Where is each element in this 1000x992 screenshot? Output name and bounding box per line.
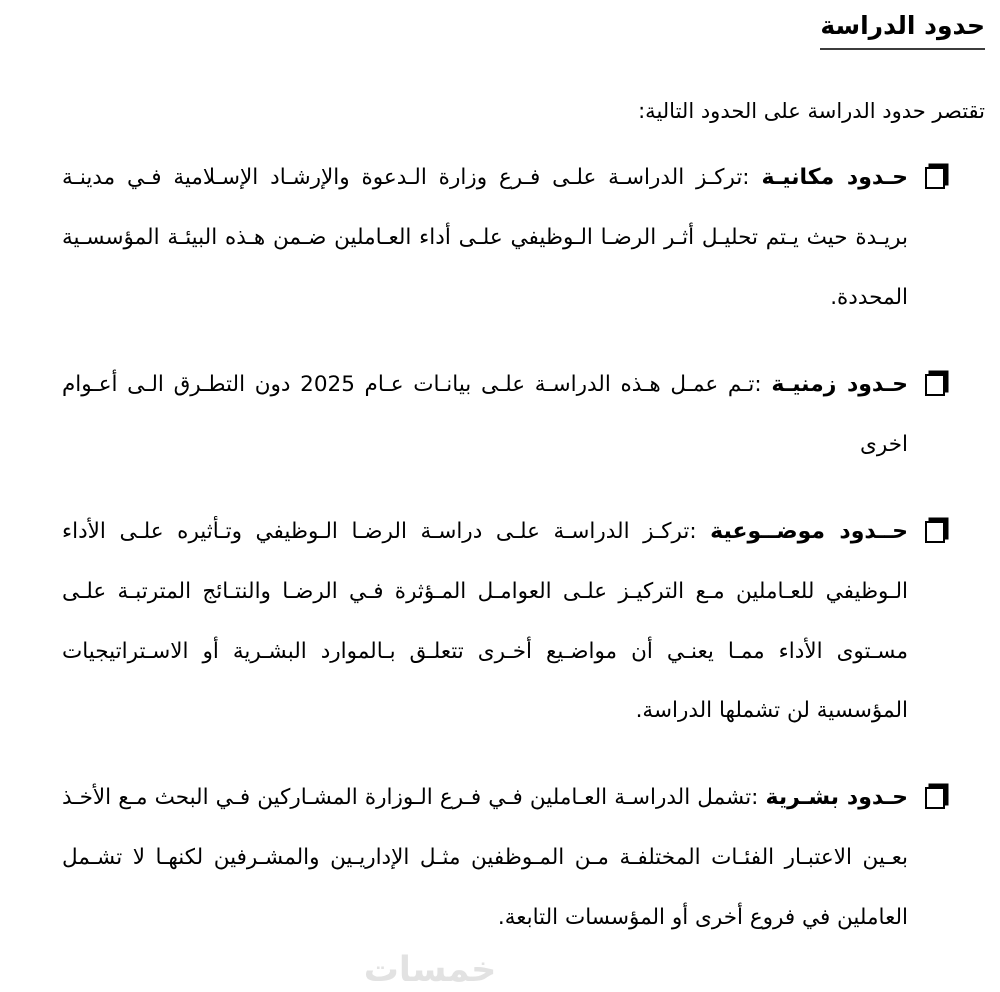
limit-paragraph-human — [62, 767, 908, 948]
limit-body-spatial: :تركـز الدراسـة علـى فـرع وزارة الـدعوة والإرشـاد الإسـلامية فـي مدينـة بريـدة حيث يـتم تحليـل أثـر الرضـا الـوظيفي علـى أداء العـاملين ضـمن هـذه البيئـة المؤسسـية المحددة. — [62, 165, 908, 310]
checkbox-bullet-icon — [925, 521, 945, 543]
limit-item-thematic — [62, 501, 985, 741]
limit-label-spatial: حـدود مكانيـة — [761, 165, 908, 190]
checkbox-bullet-icon — [925, 167, 945, 189]
limit-item-human — [62, 767, 985, 948]
limit-body-temporal: :تـم عمـل هـذه الدراسـة علـى بيانـات عـام 2025 دون التطـرق الـى أعـوام اخرى — [62, 371, 908, 457]
checkbox-bullet-icon — [925, 374, 945, 396]
limit-paragraph-thematic — [62, 501, 908, 741]
limit-label-thematic: حــدود موضــوعية — [710, 518, 908, 544]
limit-label-temporal: حـدود زمنيـة — [771, 371, 908, 397]
limit-paragraph-temporal — [62, 354, 908, 475]
intro-text: تقتصر حدود الدراسة على الحدود التالية: — [638, 98, 985, 123]
limit-body-human: :تشمل الدراسـة العـاملين فـي فـرع الـوزارة المشـاركين فـي البحث مـع الأخـذ بعـين الاعتبـار الفئـات المختلفـة مـن المـوظفين مثـل الإداريـين والمشـرفين لكنهـا لا تشـمل العاملين في فروع أخرى أو المؤسسات التابعة. — [62, 785, 908, 930]
limit-item-spatial — [62, 147, 985, 328]
checkbox-bullet-icon — [925, 787, 945, 809]
watermark-khamsat: خمسات — [363, 950, 497, 990]
limit-item-temporal — [62, 354, 985, 475]
limits-list — [62, 147, 985, 948]
limit-body-thematic: :تركـز الدراسـة علـى دراسـة الرضـا الـوظيفي وتـأثيره علـى الأداء الـوظيفي للعـاملين مـع التركيـز علـى العوامـل المـؤثرة فـي الرضـا والنتـائج المترتبـة علـى مسـتوى الأداء ممـا يعنـي أن مواضـيع أخـرى تتعلـق بـالموارد البشـرية أو الاسـتراتيجيات المؤسسية لن تشملها الدراسة. — [62, 518, 908, 724]
limit-paragraph-spatial — [62, 147, 908, 328]
page-title: حدود الدراسة — [820, 10, 985, 50]
limit-label-human: حـدود بشـرية — [765, 785, 908, 811]
